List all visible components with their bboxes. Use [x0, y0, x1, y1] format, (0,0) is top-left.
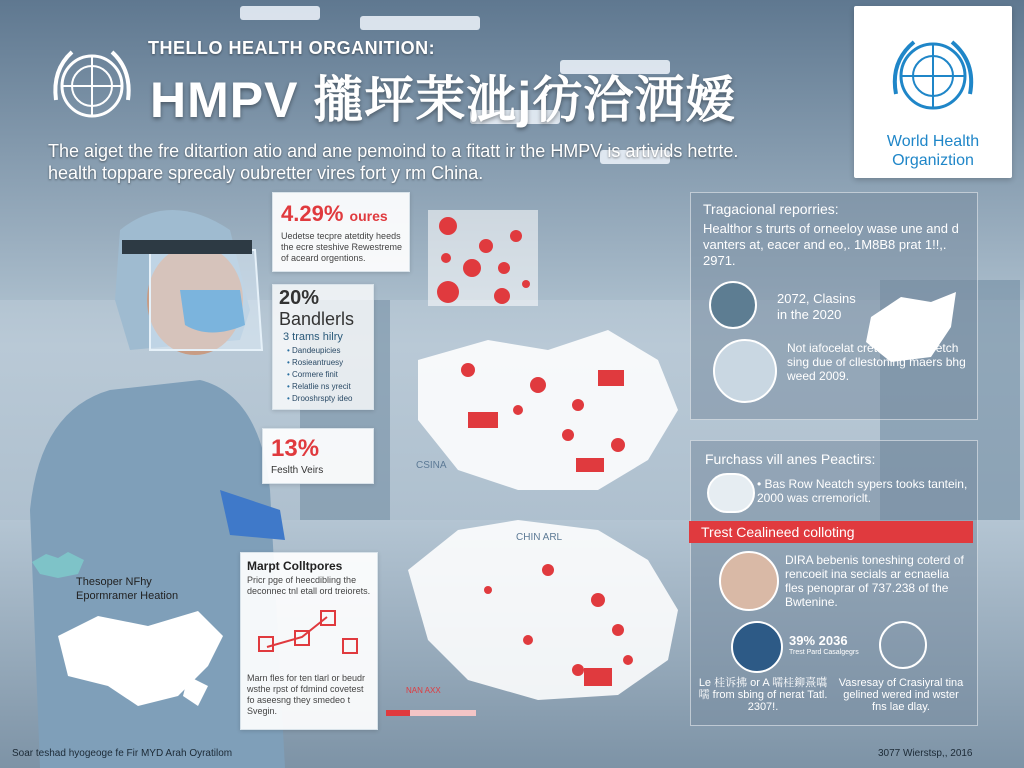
org-line: THELLO HEALTH ORGANITION:	[148, 38, 436, 58]
map-label: CSINA	[416, 460, 447, 471]
regional-reports-panel	[690, 192, 978, 420]
map-label: CHIN ARL	[516, 532, 563, 543]
report-line: in the 2020	[777, 307, 842, 322]
stat-value: 39% 2036	[789, 633, 848, 648]
inset-label-line: Thesoper NFhy	[76, 576, 152, 588]
list-item: • Dandeupicies	[287, 345, 353, 357]
china-map	[398, 300, 698, 710]
stat-number: 4.29%	[281, 201, 344, 226]
who-name-line: World Health	[886, 133, 980, 150]
who-logo-box	[854, 6, 1012, 178]
stat-card-bandlerls	[272, 284, 374, 410]
ceiling-light	[240, 6, 320, 20]
panel-text: • Bas Row Neatch sypers tooks tantein, 2000 was crremoriclt.	[757, 477, 968, 505]
device-icon	[707, 473, 755, 513]
virus-particles-image	[428, 210, 538, 306]
stat-card-cases	[272, 192, 410, 272]
stat-list	[287, 345, 353, 405]
report-item	[777, 291, 856, 323]
stat-subheading: 3 trams hilry	[283, 331, 343, 343]
subtitle-line: The aiget the fre ditartion atio and ane pemoind to a fitatt ir the HMPV is artivids hetrte.	[48, 141, 739, 161]
mart-card	[240, 552, 378, 730]
mini-chart	[247, 607, 371, 667]
ceiling-light	[360, 16, 480, 30]
list-item: • Drooshrspty ideo	[287, 393, 353, 405]
stat-unit: oures	[349, 208, 388, 224]
stat-description: Uedetse tecpre atetdity heeds the ecre steshive Rewestreme of aceard orgentions.	[281, 231, 403, 263]
subtitle-line: health toppare sprecaly oubretter vires fort y rm China.	[48, 163, 484, 183]
map-legend	[386, 686, 476, 722]
stat-card-health	[262, 428, 374, 484]
avatar	[719, 551, 779, 611]
stat-value: 13%	[271, 435, 320, 462]
who-emblem-icon	[874, 34, 992, 124]
panel-title: Furchass vill anes Peactirs:	[705, 451, 876, 467]
report-item: Not iafocelat cretac and ul petch sing due of cllestoning maers bhg weed 2009.	[787, 341, 966, 383]
stat-label: Feslth Veirs	[271, 465, 324, 476]
panel-text: Healthor s trurts of orneeloy wase une and d vanters at, eacer and eo,. 1M8B8 prat 1!!,. 2971.	[703, 221, 959, 268]
avatar	[709, 281, 757, 329]
inset-label-line: Epormramer Heation	[76, 590, 179, 602]
panel-title: Tragacional reporries:	[703, 201, 839, 217]
highlight-label: Trest Cealineed colloting	[701, 524, 855, 540]
asia-inset-map	[48, 596, 228, 716]
panel-footnote: Vasresay of Crasiyral tina gelined wered ind wster fns lae dlay.	[838, 677, 964, 713]
person-icon	[879, 621, 927, 669]
legend-swatch	[386, 710, 410, 716]
card-title: Marpt Colltpores	[247, 559, 343, 573]
list-item: • Rosieantruesy	[287, 357, 353, 369]
panel-footnote: Le 桂诉拂 or A 嚅桂鉚熹嚆嚅 from sbing of nerat Tatl. 2307!.	[698, 677, 828, 713]
legend-swatch	[410, 710, 476, 716]
who-name	[854, 132, 1012, 170]
page-title: HMPV 攏坪茉泚j彷洽洒嫒	[150, 72, 737, 128]
report-line: 2072, Clasins	[777, 291, 856, 306]
chart-icon	[731, 621, 783, 673]
avatar	[713, 339, 777, 403]
stat-note: Trest Pard Casalgegrs	[789, 649, 859, 656]
card-text: Marn fles for ten tlarl or beudr wsthe rpst of fdmind covetest fo aseesng they smedeo t Svegin.	[247, 673, 366, 716]
legend-label: NAN AXX	[406, 686, 441, 695]
panel-text: DIRA bebenis toneshing coterd of rencoeit ina secials ar ecnaelia fles penoprar of 737.238 of the Bwtenine.	[785, 553, 964, 609]
stat-value	[281, 201, 388, 227]
stat-value: 20%	[279, 287, 320, 309]
footer-date: 3077 Wierstsp,, 2016	[878, 748, 973, 759]
who-name-line: Organiztion	[892, 152, 974, 169]
card-text: Pricr pge of heecdibling the deconnec tnl etall ord treiorets.	[247, 575, 371, 596]
stat-heading: Bandlerls	[279, 309, 355, 329]
un-emblem-logo	[46, 40, 138, 132]
purchase-factors-panel	[690, 440, 978, 726]
highlight-bar	[689, 521, 973, 543]
subtitle	[48, 140, 848, 184]
list-item: • Relatlie ns yrecit	[287, 381, 353, 393]
world-map-icon	[28, 548, 88, 584]
footer-source: Soar teshad hyogeoge fe Fir MYD Arah Oyratilom	[12, 748, 233, 759]
list-item: • Cormere finit	[287, 369, 353, 381]
